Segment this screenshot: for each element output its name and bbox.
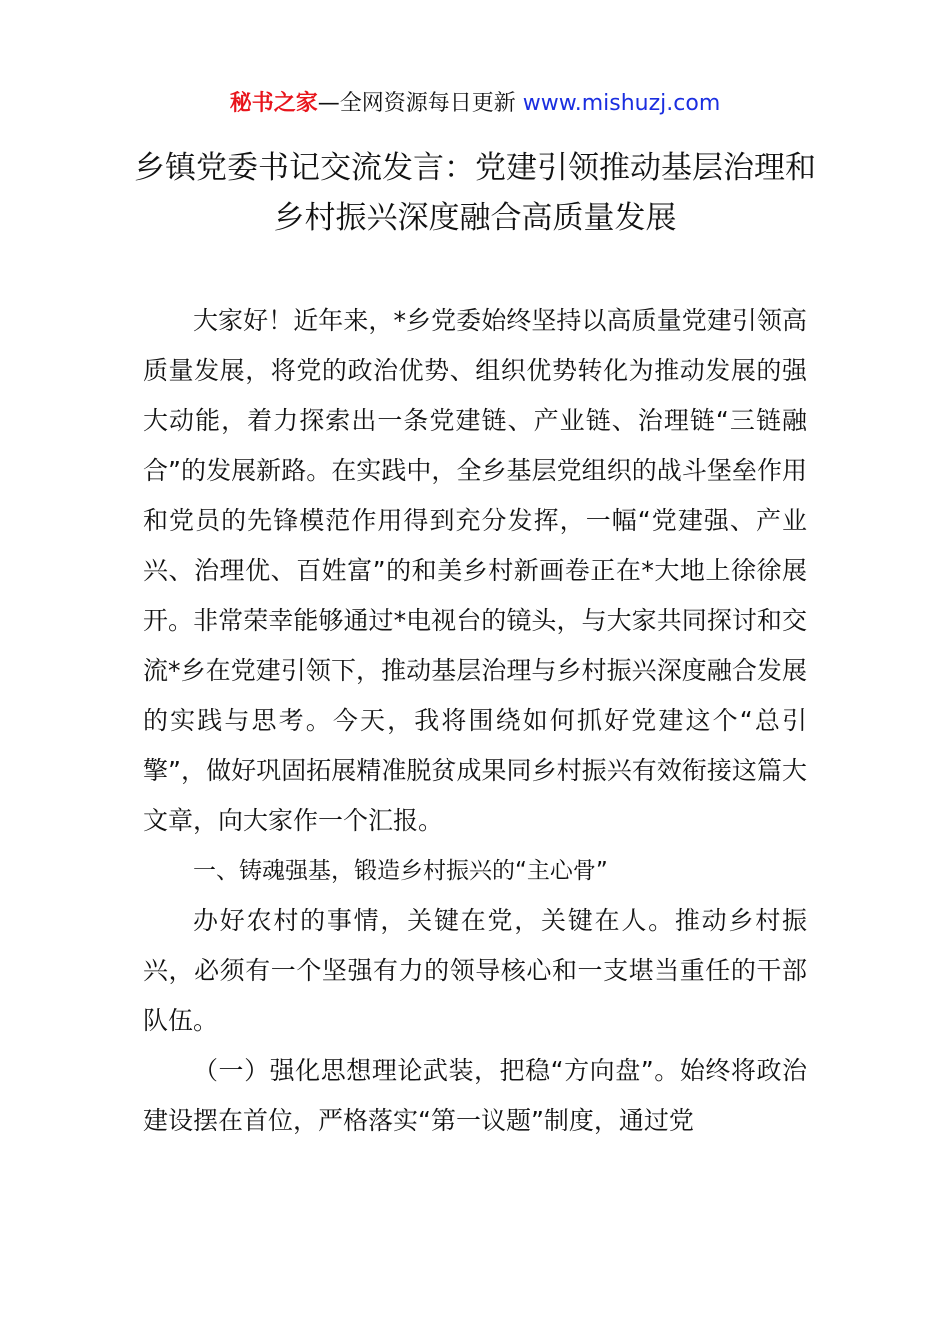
paragraph-subsection-1: （一）强化思想理论武装，把稳“方向盘”。始终将政治建设摆在首位，严格落实“第一议题”制度，通过党 bbox=[143, 1056, 807, 1135]
document-body bbox=[143, 296, 807, 1146]
paragraph-intro: 大家好！近年来，*乡党委始终坚持以高质量党建引领高质量发展，将党的政治优势、组织优势转化为推动发展的强大动能，着力探索出一条党建链、产业链、治理链“三链融合”的发展新路。在实践中，全乡基层党组织的战斗堡垒作用和党员的先锋模范作用得到充分发挥，一幅“党建强、产业兴、治理优、百姓富”的和美乡村新画卷正在*大地上徐徐展开。非常荣幸能够通过*电视台的镜头，与大家共同探讨和交流*乡在党建引领下，推动基层治理与乡村振兴深度融合发展的实践与思考。今天，我将围绕如何抓好党建这个“总引擎”，做好巩固拓展精准脱贫成果同乡村振兴有效衔接这篇大文章，向大家作一个汇报。 bbox=[143, 306, 807, 835]
document-title: 乡镇党委书记交流发言：党建引领推动基层治理和乡村振兴深度融合高质量发展 bbox=[134, 150, 816, 236]
paragraph-section-1: 办好农村的事情，关键在党，关键在人。推动乡村振兴，必须有一个坚强有力的领导核心和一支堪当重任的干部队伍。 bbox=[143, 906, 807, 1035]
site-url-link[interactable]: www.mishuzj.com bbox=[522, 91, 721, 116]
site-tagline: —全网资源每日更新 bbox=[317, 91, 523, 116]
site-header bbox=[0, 88, 950, 120]
section-heading-1: 一、铸魂强基，锻造乡村振兴的“主心骨” bbox=[193, 858, 608, 884]
site-brand: 秘书之家 bbox=[229, 91, 318, 116]
